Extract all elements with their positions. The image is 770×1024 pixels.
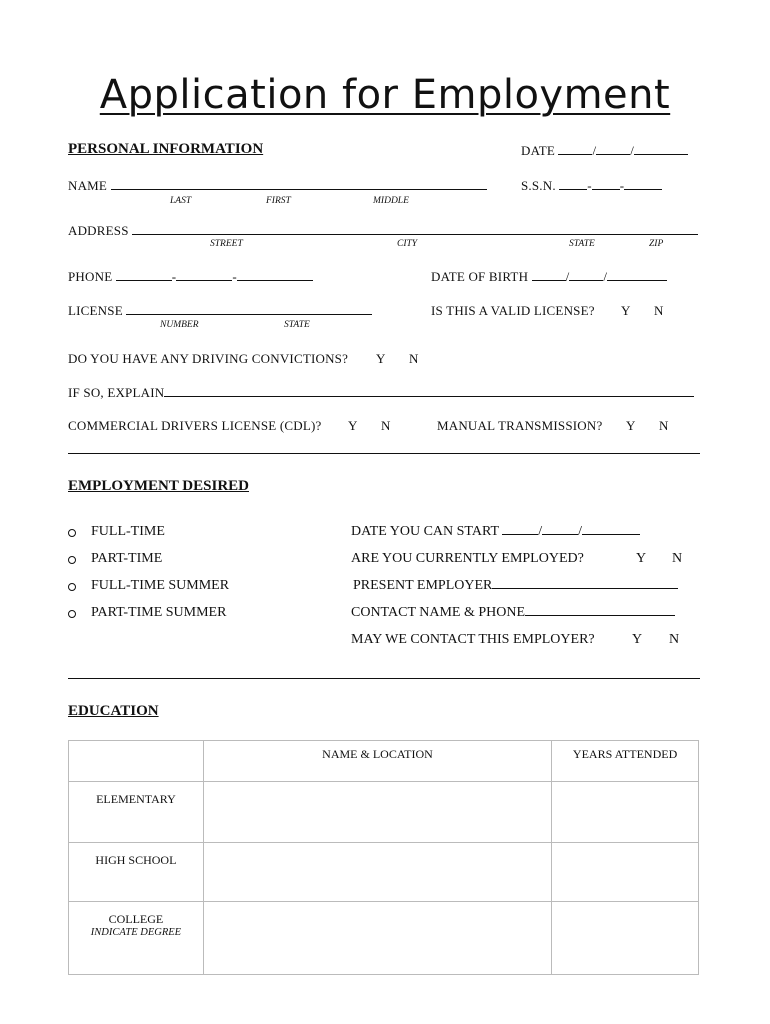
high-school-years-cell[interactable] [552, 843, 699, 902]
contact-field[interactable] [351, 605, 675, 621]
convictions-no[interactable]: N [409, 351, 419, 366]
name-sub-first: FIRST [266, 196, 291, 206]
may-contact-yes[interactable]: Y [632, 632, 643, 647]
manual-yes[interactable]: Y [626, 418, 636, 433]
option-part-time[interactable]: PART-TIME [91, 551, 163, 566]
name-label: NAME [68, 178, 108, 193]
date-field[interactable]: DATE / / [521, 143, 688, 159]
radio-part-time-summer[interactable] [68, 610, 76, 618]
convictions-label: DO YOU HAVE ANY DRIVING CONVICTIONS? [68, 351, 349, 366]
present-employer-field[interactable] [353, 578, 678, 594]
college-note: INDICATE DEGREE [90, 927, 182, 938]
license-sub-state: STATE [284, 320, 310, 330]
convictions-yes[interactable]: Y [376, 351, 386, 366]
currently-employed-yes[interactable]: Y [636, 551, 647, 566]
valid-license-no[interactable]: N [654, 303, 664, 318]
explain-label: IF SO, EXPLAIN [68, 385, 165, 400]
college-name-location-cell[interactable] [203, 902, 551, 975]
currently-employed-no[interactable]: N [672, 551, 683, 566]
radio-full-time-summer[interactable] [68, 583, 76, 591]
may-contact-label: MAY WE CONTACT THIS EMPLOYER? [351, 632, 595, 647]
section-divider [68, 453, 700, 454]
date-label: DATE [521, 143, 556, 158]
option-full-time-summer[interactable]: FULL-TIME SUMMER [91, 578, 230, 593]
license-field[interactable] [68, 303, 372, 319]
section-education-heading: EDUCATION [68, 703, 159, 719]
education-table [68, 740, 699, 975]
elementary-name-location-cell[interactable] [203, 782, 551, 843]
manual-label: MANUAL TRANSMISSION? [437, 418, 603, 433]
ssn-field[interactable]: S.S.N. - - [521, 178, 662, 194]
ssn-label: S.S.N. [521, 178, 556, 193]
page-title: Application for Employment [99, 72, 671, 118]
present-employer-label: PRESENT EMPLOYER [353, 578, 493, 593]
valid-license-question [431, 303, 595, 319]
dob-label: DATE OF BIRTH [431, 269, 529, 284]
section-divider [68, 678, 700, 679]
elementary-years-cell[interactable] [552, 782, 699, 843]
header-years-attended: YEARS ATTENDED [552, 741, 699, 782]
row-label-college: COLLEGE [108, 912, 164, 926]
start-date-label: DATE YOU CAN START [351, 524, 499, 539]
radio-part-time[interactable] [68, 556, 76, 564]
option-full-time[interactable]: FULL-TIME [91, 524, 165, 539]
address-label: ADDRESS [68, 223, 129, 238]
header-name-location: NAME & LOCATION [203, 741, 551, 782]
cdl-label: COMMERCIAL DRIVERS LICENSE (CDL)? [68, 418, 322, 433]
option-part-time-summer[interactable]: PART-TIME SUMMER [91, 605, 227, 620]
table-row [69, 843, 699, 902]
section-employment-heading: EMPLOYMENT DESIRED [68, 478, 249, 494]
license-sub-number: NUMBER [160, 320, 199, 330]
name-sub-last: LAST [170, 196, 192, 206]
currently-employed-label: ARE YOU CURRENTLY EMPLOYED? [351, 551, 584, 566]
high-school-name-location-cell[interactable] [203, 843, 551, 902]
row-label-high-school: HIGH SCHOOL [69, 843, 204, 902]
contact-label: CONTACT NAME & PHONE [351, 605, 526, 620]
address-sub-state: STATE [569, 239, 595, 249]
address-field[interactable] [68, 223, 698, 239]
name-sub-middle: MIDDLE [373, 196, 409, 206]
address-sub-zip: ZIP [649, 239, 664, 249]
row-label-college-cell [69, 902, 204, 975]
radio-full-time[interactable] [68, 529, 76, 537]
cdl-yes[interactable]: Y [348, 418, 358, 433]
table-header-row [69, 741, 699, 782]
address-sub-street: STREET [210, 239, 243, 249]
phone-label: PHONE [68, 269, 113, 284]
may-contact-no[interactable]: N [669, 632, 680, 647]
section-personal-heading: PERSONAL INFORMATION [68, 141, 264, 157]
cdl-no[interactable]: N [381, 418, 391, 433]
table-row [69, 902, 699, 975]
name-field[interactable] [68, 178, 487, 194]
header-blank [69, 741, 204, 782]
explain-field[interactable] [68, 385, 694, 401]
row-label-elementary: ELEMENTARY [69, 782, 204, 843]
college-years-cell[interactable] [552, 902, 699, 975]
address-sub-city: CITY [397, 239, 418, 249]
dob-field[interactable]: DATE OF BIRTH / / [431, 269, 667, 285]
phone-field[interactable]: PHONE - - [68, 269, 313, 285]
license-label: LICENSE [68, 303, 123, 318]
manual-no[interactable]: N [659, 418, 669, 433]
valid-license-label: IS THIS A VALID LICENSE? [431, 303, 595, 318]
start-date-field[interactable]: DATE YOU CAN START / / [351, 524, 640, 540]
valid-license-yes[interactable]: Y [621, 303, 631, 318]
table-row [69, 782, 699, 843]
